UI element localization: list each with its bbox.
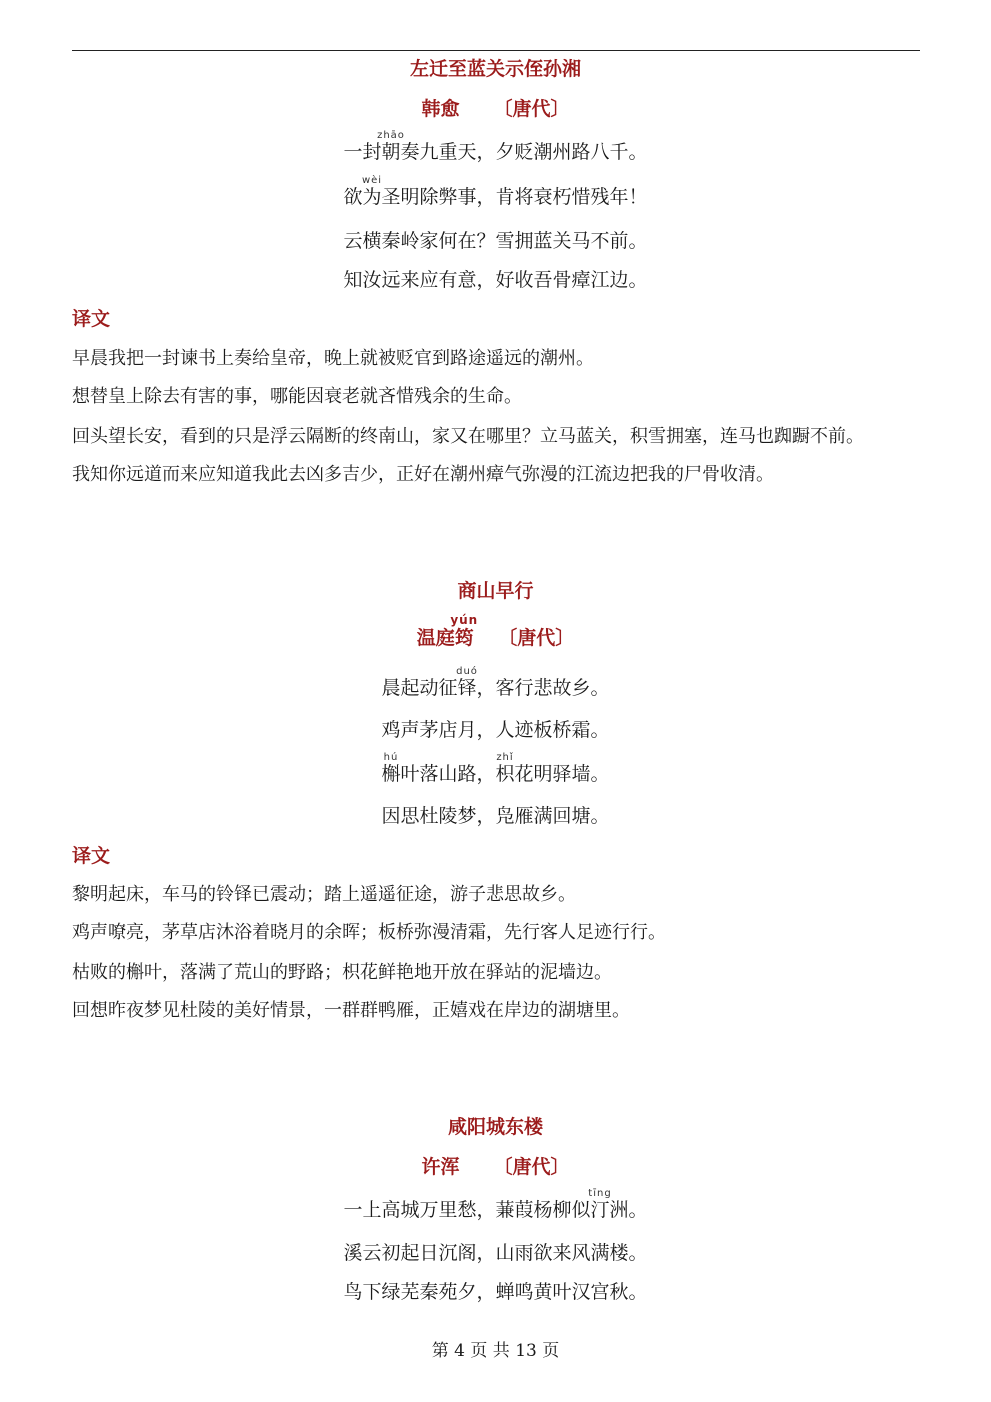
- poem-author: 韩愈: [421, 98, 460, 120]
- poem-line: 知汝远来应有意，好收吾骨瘴江边。: [343, 269, 648, 291]
- poem-line: 槲hú叶落山路，枳zhǐ花明驿墙。: [381, 752, 610, 785]
- poem-line: 一封朝zhāo奏九重天，夕贬潮州路八千。: [343, 130, 648, 163]
- poem-author-line: [0, 614, 991, 650]
- poem-title: 商山早行: [457, 580, 534, 602]
- poem-dynasty: 〔唐代〕: [498, 627, 575, 649]
- poem-author-line: [0, 94, 991, 121]
- poem-dynasty: 〔唐代〕: [493, 1156, 570, 1178]
- poem-author: 温庭筠yún: [416, 613, 479, 649]
- poem-line: 鸡声茅店月，人迹板桥霜。: [381, 719, 610, 741]
- pinyin-annotation: 为wèi: [361, 175, 383, 208]
- translation-line: 想替皇上除去有害的事，哪能因衰老就吝惜残余的生命。: [72, 386, 522, 407]
- pinyin-annotation: 筠yún: [450, 613, 479, 649]
- translation-heading: 译文: [72, 308, 111, 330]
- poem-line: 欲为wèi圣明除弊事，肯将衰朽惜残年！: [343, 175, 648, 208]
- page-footer: 第 4 页 共 13 页: [431, 1341, 560, 1361]
- translation-line: 我知你远道而来应知道我此去凶多吉少，正好在潮州瘴气弥漫的江流边把我的尸骨收清。: [72, 464, 774, 485]
- translation-line: 回想昨夜梦见杜陵的美好情景，一群群鸭雁，正嬉戏在岸边的湖塘里。: [72, 1000, 630, 1021]
- poem-line: 溪云初起日沉阁，山雨欲来风满楼。: [343, 1242, 648, 1264]
- translation-line: 鸡声嘹亮，茅草店沐浴着晓月的余晖；板桥弥漫清霜，先行客人足迹行行。: [72, 922, 666, 943]
- pinyin-annotation: 铎duó: [456, 666, 478, 699]
- poem-author-line: [0, 1152, 991, 1179]
- translation-heading: 译文: [72, 845, 111, 867]
- translation-line: 回头望长安，看到的只是浮云隔断的终南山，家又在哪里？立马蓝关，积雪拥塞，连马也踟蹰不前。: [72, 426, 864, 447]
- translation-line: 黎明起床，车马的铃铎已震动；踏上遥遥征途，游子悲思故乡。: [72, 884, 576, 905]
- poem-line: 一上高城万里愁，蒹葭杨柳似汀tīng洲。: [343, 1188, 648, 1221]
- poem-title: 咸阳城东楼: [447, 1116, 543, 1138]
- pinyin-annotation: 槲hú: [381, 752, 401, 785]
- pinyin-annotation: 枳zhǐ: [495, 752, 515, 785]
- translation-line: 早晨我把一封谏书上奏给皇帝，晚上就被贬官到路途遥远的潮州。: [72, 348, 594, 369]
- pinyin-annotation: 朝zhāo: [377, 130, 405, 163]
- poem-title: 左迁至蓝关示侄孙湘: [409, 58, 581, 80]
- translation-line: 枯败的槲叶，落满了荒山的野路；枳花鲜艳地开放在驿站的泥墙边。: [72, 962, 612, 983]
- poem-author: 许浑: [421, 1156, 460, 1178]
- poem-line: 云横秦岭家何在？雪拥蓝关马不前。: [343, 230, 648, 252]
- header-rule: [72, 50, 920, 51]
- poem-line: 鸟下绿芜秦苑夕，蝉鸣黄叶汉宫秋。: [343, 1281, 648, 1303]
- pinyin-annotation: 汀tīng: [588, 1188, 612, 1221]
- poem-line: 因思杜陵梦，凫雁满回塘。: [381, 805, 610, 827]
- poem-dynasty: 〔唐代〕: [493, 98, 570, 120]
- poem-line: 晨起动征铎duó，客行悲故乡。: [381, 666, 610, 699]
